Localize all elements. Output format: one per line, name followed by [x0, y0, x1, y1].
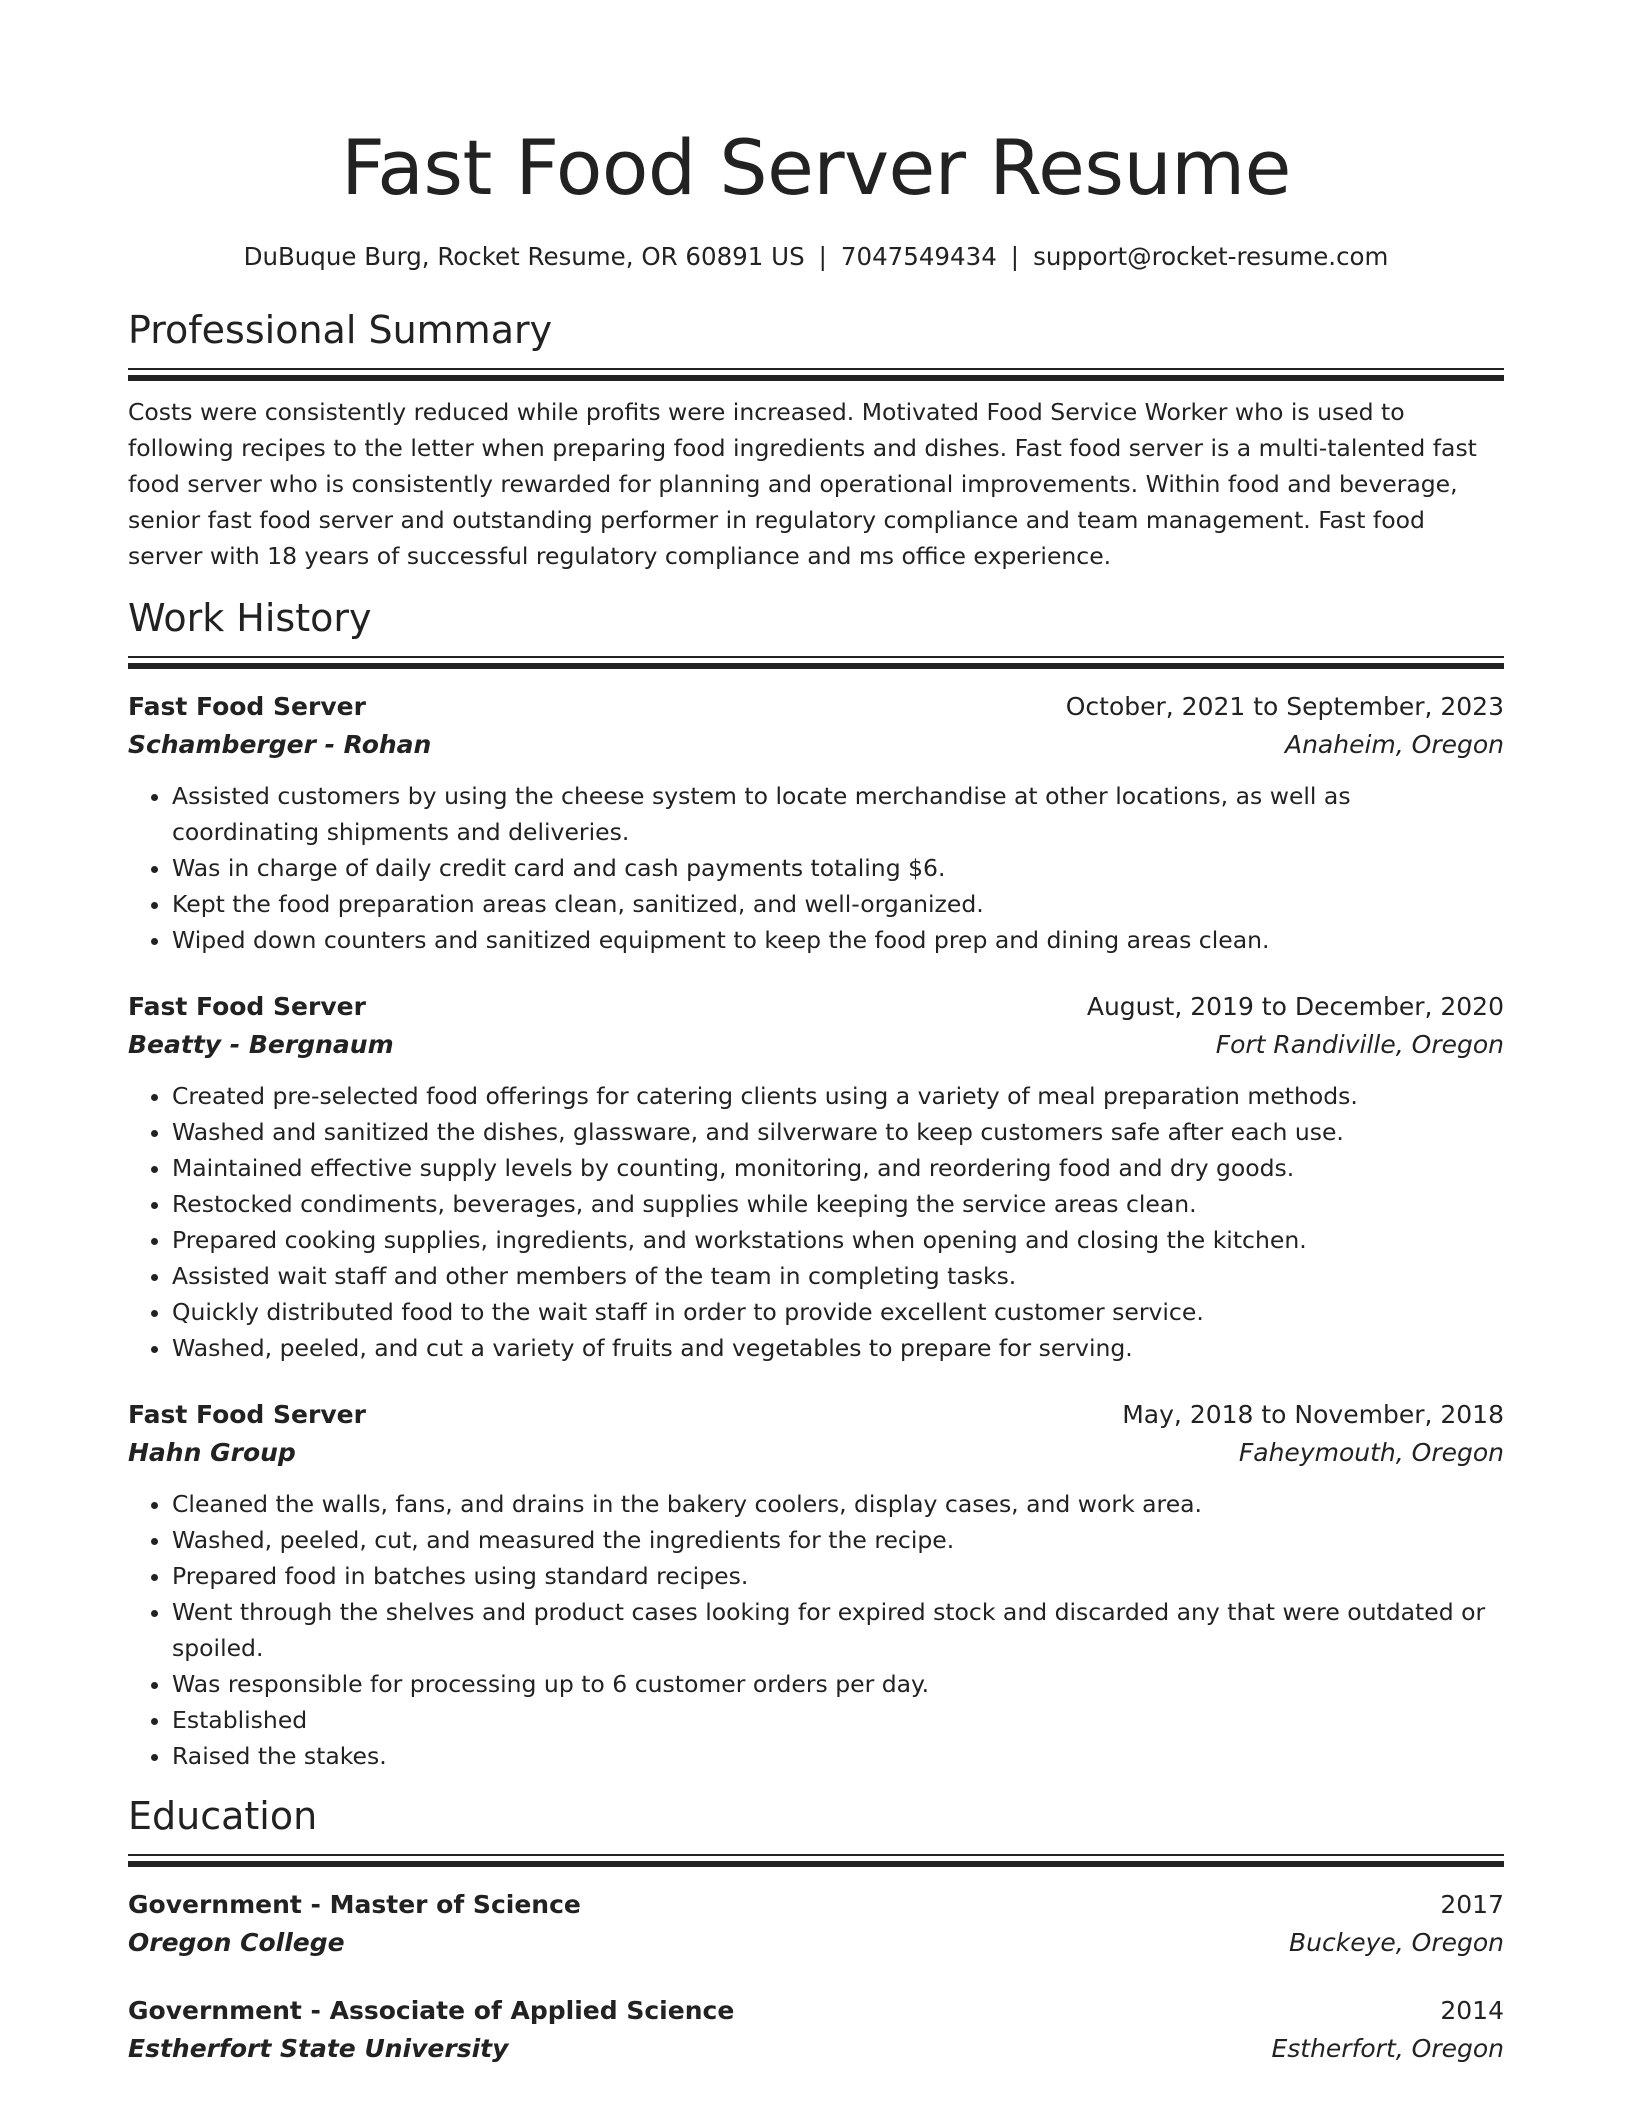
contact-line [128, 242, 1504, 272]
contact-separator: | [818, 242, 827, 271]
section-divider [128, 656, 1504, 668]
job-header-row [128, 988, 1504, 1026]
job-bullet: • Wiped down counters and sanitized equipment to keep the food prep and dining areas clean. [172, 922, 1504, 958]
education-school-row [128, 2030, 1504, 2068]
job-entry [128, 1396, 1504, 1774]
job-bullet: • Cleaned the walls, fans, and drains in the bakery coolers, display cases, and work area. [172, 1486, 1504, 1522]
job-title: Fast Food Server [128, 992, 366, 1021]
job-header-row [128, 1396, 1504, 1434]
job-entry [128, 688, 1504, 958]
job-bullet: • Prepared food in batches using standard recipes. [172, 1558, 1504, 1594]
job-bullet: • Maintained effective supply levels by counting, monitoring, and reordering food and dry goods. [172, 1150, 1504, 1186]
job-header-row [128, 688, 1504, 726]
job-bullet: • Assisted customers by using the cheese system to locate merchandise at other locations, as well as coordinating shipments and deliveries. [172, 778, 1504, 850]
job-location: Faheymouth, Oregon [1238, 1438, 1504, 1467]
job-company-row [128, 1434, 1504, 1472]
education-heading: Education [128, 1794, 318, 1838]
education-year: 2017 [1440, 1890, 1504, 1919]
education-school: Estherfort State University [128, 2034, 509, 2063]
summary-section [128, 306, 1504, 574]
job-bullet: • Went through the shelves and product cases looking for expired stock and discarded any that were outdated or spoiled. [172, 1594, 1504, 1666]
job-bullet: • Kept the food preparation areas clean, sanitized, and well-organized. [172, 886, 1504, 922]
job-company-row [128, 726, 1504, 764]
job-location: Fort Randiville, Oregon [1215, 1030, 1504, 1059]
job-company: Schamberger - Rohan [128, 730, 432, 759]
job-title: Fast Food Server [128, 692, 366, 721]
job-bullet: • Established [172, 1702, 1504, 1738]
job-company: Beatty - Bergnaum [128, 1030, 394, 1059]
contact-phone: 7047549434 [840, 242, 997, 271]
job-dates: May, 2018 to November, 2018 [1122, 1400, 1504, 1429]
job-dates: October, 2021 to September, 2023 [1065, 692, 1504, 721]
job-bullet: • Raised the stakes. [172, 1738, 1504, 1774]
education-degree: Government - Associate of Applied Science [128, 1996, 735, 2025]
education-header-row [128, 1992, 1504, 2030]
job-bullet: • Created pre-selected food offerings for catering clients using a variety of meal preparation methods. [172, 1078, 1504, 1114]
contact-address: DuBuque Burg, Rocket Resume, OR 60891 US [243, 242, 805, 271]
education-degree: Government - Master of Science [128, 1890, 581, 1919]
job-bullet: • Restocked condiments, beverages, and supplies while keeping the service areas clean. [172, 1186, 1504, 1222]
section-divider [128, 368, 1504, 380]
work-history-section [128, 594, 1504, 1774]
job-bullet: • Was responsible for processing up to 6 customer orders per day. [172, 1666, 1504, 1702]
summary-heading: Professional Summary [128, 308, 553, 352]
job-bullet: • Quickly distributed food to the wait staff in order to provide excellent customer service. [172, 1294, 1504, 1330]
work-history-heading: Work History [128, 596, 372, 640]
education-location: Buckeye, Oregon [1288, 1928, 1504, 1957]
resume-title: Fast Food Server Resume [341, 123, 1291, 212]
job-bullet: • Was in charge of daily credit card and cash payments totaling $6. [172, 850, 1504, 886]
summary-text: Costs were consistently reduced while profits were increased. Motivated Food Service Worker who is used to following recipes to the letter when preparing food ingredients and dishes. Fast food server is a multi-talented fast food server who is consistently rewarded for planning and operational improvements. Within food and beverage, senior fast food server and outstanding performer in regulatory compliance and team management. Fast food server with 18 years of successful regulatory compliance and ms office experience. [128, 398, 1477, 570]
job-entry [128, 988, 1504, 1366]
job-bullet: • Washed, peeled, and cut a variety of fruits and vegetables to prepare for serving. [172, 1330, 1504, 1366]
contact-separator: | [1010, 242, 1020, 271]
job-company-row [128, 1026, 1504, 1064]
job-dates: August, 2019 to December, 2020 [1086, 992, 1504, 1021]
job-company: Hahn Group [128, 1438, 296, 1467]
job-title: Fast Food Server [128, 1400, 366, 1429]
job-bullet: • Assisted wait staff and other members of the team in completing tasks. [172, 1258, 1504, 1294]
job-bullets [128, 778, 1504, 958]
education-header-row [128, 1886, 1504, 1924]
education-school: Oregon College [128, 1928, 345, 1957]
job-location: Anaheim, Oregon [1284, 730, 1504, 759]
education-year: 2014 [1440, 1996, 1504, 2025]
job-bullet: • Washed and sanitized the dishes, glassware, and silverware to keep customers safe after each use. [172, 1114, 1504, 1150]
education-section [128, 1792, 1504, 2068]
contact-email: support@rocket-resume.com [1033, 242, 1389, 271]
job-bullet: • Washed, peeled, cut, and measured the ingredients for the recipe. [172, 1522, 1504, 1558]
section-divider [128, 1854, 1504, 1866]
education-school-row [128, 1924, 1504, 1962]
education-entry [128, 1886, 1504, 1962]
job-bullet: • Prepared cooking supplies, ingredients, and workstations when opening and closing the kitchen. [172, 1222, 1504, 1258]
education-entry [128, 1992, 1504, 2068]
job-bullets [128, 1486, 1504, 1774]
job-bullets [128, 1078, 1504, 1366]
education-location: Estherfort, Oregon [1271, 2034, 1504, 2063]
